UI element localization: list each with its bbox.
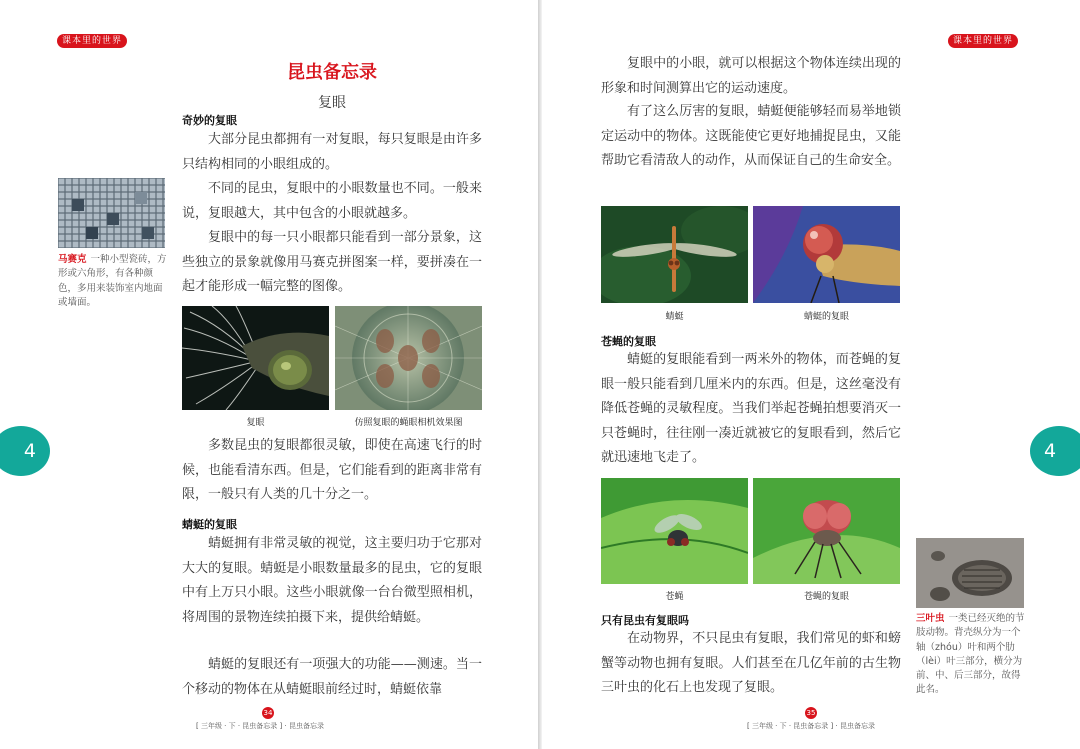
fly-eye-photo bbox=[753, 478, 900, 584]
paragraph: 在动物界，不只昆虫有复眼，我们常见的虾和螃蟹等动物也拥有复眼。人们甚至在几亿年前的古生物三叶虫的化石上也发现了复眼。 bbox=[601, 631, 901, 695]
dragonfly-photo bbox=[601, 206, 748, 303]
unit-tab: 4 bbox=[0, 426, 50, 476]
paragraph: 多数昆虫的复眼都很灵敏，即使在高速飞行的时候，也能看清东西。但是，它们能看到的距离非常有限，一般只有人类的几十分之一。 bbox=[182, 438, 482, 502]
photo-caption: 蜻蜓 bbox=[665, 312, 684, 322]
photo-caption: 蜻蜓的复眼 bbox=[803, 312, 849, 322]
paragraph: 有了这么厉害的复眼，蜻蜓便能够轻而易举地锁定运动中的物体。这既能使它更好地捕捉昆虫，又能帮助它看清敌人的动作，从而保证自己的生命安全。 bbox=[601, 104, 901, 168]
note-term: 马赛克 bbox=[58, 254, 87, 265]
paragraph: 蜻蜓的复眼能看到一两米外的物体，而苍蝇的复眼一般只能看到几厘米内的东西。但是，这丝毫没有降低苍蝇的灵敏程度。当我们举起苍蝇拍想要消灭一只苍蝇时，往往刚一凑近就被它的复眼看到，然后它就迅速地飞走了。 bbox=[601, 352, 901, 465]
page-number: 34 bbox=[263, 709, 273, 717]
dragonfly-eye-photo bbox=[753, 206, 900, 303]
series-badge: 课本里的世界 bbox=[57, 34, 127, 48]
note-term: 三叶虫 bbox=[916, 613, 945, 624]
series-badge: 课本里的世界 bbox=[948, 34, 1018, 48]
paragraph: 复眼中的小眼，就可以根据这个物体连续出现的形象和时间测算出它的运动速度。 bbox=[601, 56, 901, 96]
unit-tab: 4 bbox=[1030, 426, 1080, 476]
right-page bbox=[542, 0, 1080, 749]
section-heading: 奇妙的复眼 bbox=[182, 114, 237, 127]
fly-eye-camera-photo bbox=[335, 306, 482, 410]
trilobite-photo bbox=[916, 538, 1024, 608]
side-note bbox=[58, 253, 168, 310]
fly-photo bbox=[601, 478, 748, 584]
photo-caption: 复眼 bbox=[246, 418, 265, 428]
paragraph: 蜻蜓的复眼还有一项强大的功能——测速。当一个移动的物体在从蜻蜓眼前经过时，蜻蜓依靠 bbox=[182, 657, 482, 697]
section-heading: 蜻蜓的复眼 bbox=[182, 518, 237, 531]
photo-caption: 仿照复眼的蝇眼相机效果图 bbox=[354, 418, 463, 428]
paragraph: 不同的昆虫，复眼中的小眼数量也不同。一般来说，复眼越大，其中包含的小眼就越多。 bbox=[182, 181, 482, 221]
section-heading: 苍蝇的复眼 bbox=[601, 335, 656, 348]
paragraph: 蜻蜓拥有非常灵敏的视觉，这主要归功于它那对大大的复眼。蜻蜓是小眼数量最多的昆虫，它的复眼中有上万只小眼。这些小眼就像一台台微型照相机，将周围的景物连续拍摄下来，提供给蜻蜓。 bbox=[182, 536, 482, 625]
side-note bbox=[916, 612, 1026, 698]
page-footer: [ 三年级 · 下 · 昆虫备忘录 ] · 昆虫备忘录 bbox=[747, 722, 875, 730]
compound-eye-photo bbox=[182, 306, 329, 410]
photo-caption: 苍蝇 bbox=[665, 592, 684, 602]
mosaic-photo bbox=[58, 178, 165, 248]
photo-caption: 苍蝇的复眼 bbox=[803, 592, 849, 602]
article-title: 昆虫备忘录 bbox=[287, 62, 377, 83]
paragraph: 复眼中的每一只小眼都只能看到一部分景象，这些独立的景象就像用马赛克拼图案一样，要拼凑在一起才能形成一幅完整的图像。 bbox=[182, 230, 482, 294]
section-heading: 只有昆虫有复眼吗 bbox=[601, 614, 689, 627]
left-page bbox=[0, 0, 538, 749]
paragraph: 大部分昆虫都拥有一对复眼，每只复眼是由许多只结构相同的小眼组成的。 bbox=[182, 132, 482, 172]
page-footer: [ 三年级 · 下 · 昆虫备忘录 ] · 昆虫备忘录 bbox=[196, 722, 324, 730]
article-subtitle: 复眼 bbox=[318, 95, 346, 111]
note-text: 一种小型瓷砖，方形或六角形，有各种颜色，多用来装饰室内地面或墙面。 bbox=[58, 254, 167, 308]
note-text: 一类已经灭绝的节肢动物。背壳纵分为一个轴（zhóu）叶和两个肋（lèi）叶三部分，横分为前、中、后三部分，故得此名。 bbox=[916, 613, 1025, 696]
page-number: 35 bbox=[806, 709, 816, 717]
